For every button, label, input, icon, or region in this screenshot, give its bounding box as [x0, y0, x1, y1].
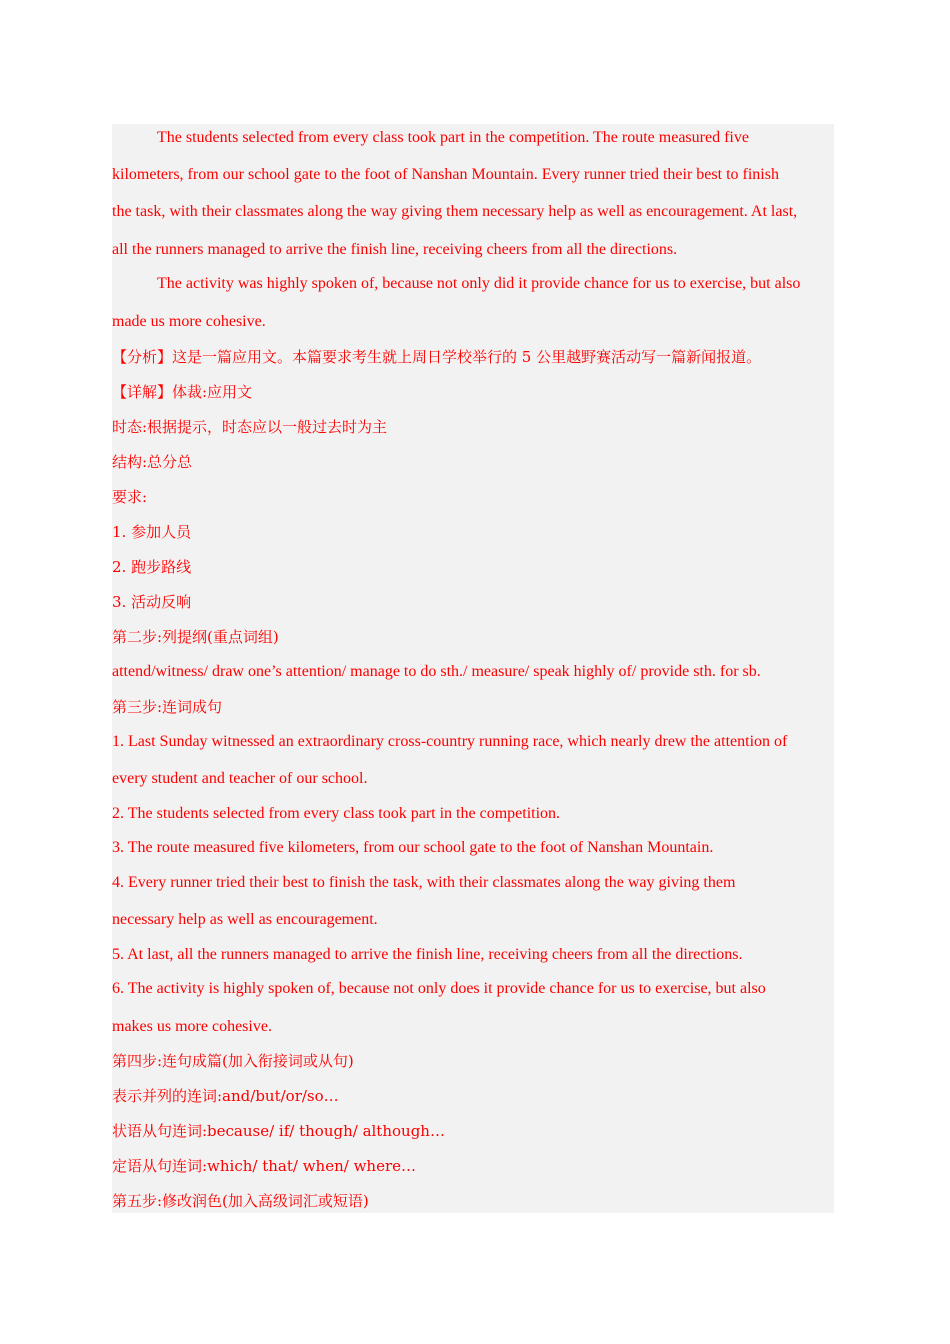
step5-title: 第五步:修改润色(加入高级词汇或短语)	[112, 1192, 369, 1210]
analysis-text: 【分析】这是一篇应用文。本篇要求考生就上周日学校举行的 5 公里越野赛活动写一篇新闻报道。	[112, 348, 762, 366]
requirement-item: 2. 跑步路线	[112, 558, 192, 576]
sentence-line: 5. At last, all the runners managed to arrive the finish line, receiving cheers from all the directions.	[112, 946, 743, 963]
sentence-line: 1. Last Sunday witnessed an extraordinary cross-country running race, which nearly drew the attention of	[112, 733, 788, 750]
step4-title: 第四步:连句成篇(加入衔接词或从句)	[112, 1052, 354, 1070]
conjunction-adverbial: 状语从句连词:because/ if/ though/ although…	[112, 1122, 445, 1140]
sentence-line: every student and teacher of our school.	[112, 770, 368, 787]
step3-title: 第三步:连词成句	[112, 698, 223, 716]
step2-phrases: attend/witness/ draw one’s attention/ manage to do sth./ measure/ speak highly of/ provide sth. for sb.	[112, 663, 761, 680]
sentence-line: makes us more cohesive.	[112, 1018, 272, 1035]
structure-note: 结构:总分总	[112, 453, 193, 471]
requirements-label: 要求:	[112, 488, 148, 506]
conjunction-attributive: 定语从句连词:which/ that/ when/ where…	[112, 1157, 416, 1175]
step2-title: 第二步:列提纲(重点词组)	[112, 628, 279, 646]
conjunction-parallel: 表示并列的连词:and/but/or/so…	[112, 1087, 339, 1105]
paragraph-line: all the runners managed to arrive the finish line, receiving cheers from all the directions.	[112, 241, 678, 258]
sentence-line: 6. The activity is highly spoken of, because not only does it provide chance for us to exercise, but also	[112, 980, 766, 997]
sentence-line: 3. The route measured five kilometers, from our school gate to the foot of Nanshan Mountain.	[112, 839, 714, 856]
paragraph-line: made us more cohesive.	[112, 313, 266, 330]
requirement-item: 1. 参加人员	[112, 523, 192, 541]
tense-note: 时态:根据提示，时态应以一般过去时为主	[112, 418, 388, 436]
sentence-line: 4. Every runner tried their best to finish the task, with their classmates along the way giving them	[112, 874, 736, 891]
paragraph-line: The students selected from every class took part in the competition. The route measured five	[157, 129, 749, 146]
paragraph-line: The activity was highly spoken of, because not only did it provide chance for us to exercise, but also	[157, 275, 801, 292]
paragraph-line: kilometers, from our school gate to the foot of Nanshan Mountain. Every runner tried their best to finish	[112, 166, 779, 183]
requirement-item: 3. 活动反响	[112, 593, 192, 611]
sentence-line: 2. The students selected from every class took part in the competition.	[112, 805, 561, 822]
paragraph-line: the task, with their classmates along the way giving them necessary help as well as encouragement. At last,	[112, 203, 798, 220]
detail-genre: 【详解】体裁:应用文	[112, 383, 253, 401]
sentence-line: necessary help as well as encouragement.	[112, 911, 378, 928]
